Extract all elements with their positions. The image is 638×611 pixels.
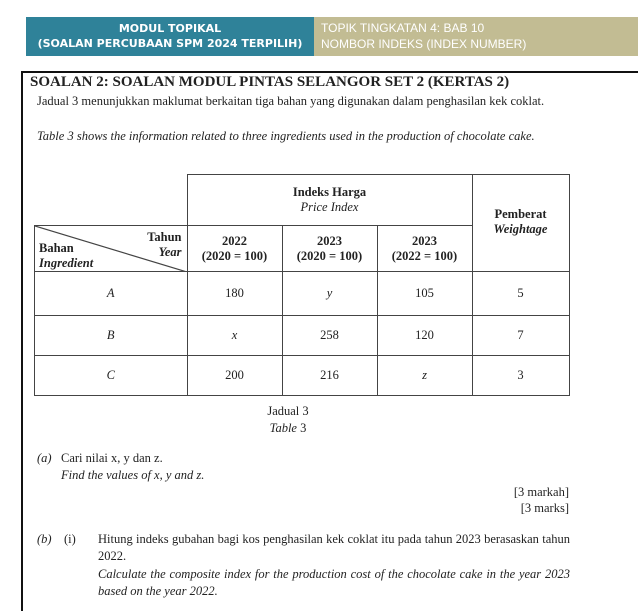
- intro-malay: Jadual 3 menunjukkan maklumat berkaitan tiga bahan yang digunakan dalam penghasilan kek coklat.: [37, 94, 545, 108]
- diagonal-corner-header: Tahun Year Bahan Ingredient: [35, 226, 188, 272]
- topic-header: [314, 17, 638, 56]
- price-index-table: [34, 174, 570, 396]
- price-index-group-header: Indeks Harga Price Index: [187, 175, 472, 226]
- table-row: A 180 y 105 5: [35, 272, 570, 316]
- table-caption-english: Table 3: [269, 421, 307, 435]
- column-header-2023-base2022: 2023 (2022 = 100): [377, 226, 472, 272]
- column-header-2022: 2022 (2020 = 100): [187, 226, 282, 272]
- module-subtitle: (SOALAN PERCUBAAN SPM 2024 TERPILIH): [37, 37, 303, 50]
- table-blank-corner: [35, 175, 188, 226]
- table-row: B x 258 120 7: [35, 316, 570, 356]
- part-a-text-malay: Cari nilai x, y dan z.: [61, 451, 163, 465]
- module-header: [26, 17, 314, 56]
- part-a-marks-english: [3 marks]: [520, 501, 569, 515]
- part-a-label: (a): [37, 451, 52, 465]
- part-a-text-english: Find the values of x, y and z.: [61, 468, 205, 482]
- module-title: MODUL TOPIKAL: [118, 22, 222, 35]
- topic-title: NOMBOR INDEKS (INDEX NUMBER): [321, 37, 527, 51]
- column-header-2023-base2020: 2023 (2020 = 100): [282, 226, 377, 272]
- part-b-label: (b): [37, 532, 52, 546]
- part-b-text-malay: Hitung indeks gubahan bagi kos penghasilan kek coklat itu pada tahun 2023 berasaskan tahun 2022.: [98, 532, 570, 563]
- topic-chapter: TOPIK TINGKATAN 4: BAB 10: [321, 21, 485, 35]
- question-title: SOALAN 2: SOALAN MODUL PINTAS SELANGOR SET 2 (KERTAS 2): [30, 74, 510, 90]
- part-b-text-english: Calculate the composite index for the production cost of the chocolate cake in the year 2023 based on the year 2022.: [98, 567, 570, 598]
- table-row: C 200 216 z 3: [35, 356, 570, 396]
- part-b-sub-label: (i): [64, 532, 76, 546]
- weightage-header: Pemberat Weightage: [472, 175, 569, 272]
- part-a-marks-malay: [3 markah]: [513, 485, 569, 499]
- intro-english: Table 3 shows the information related to three ingredients used in the production of chocolate cake.: [37, 129, 535, 143]
- table-caption-malay: Jadual 3: [267, 404, 309, 418]
